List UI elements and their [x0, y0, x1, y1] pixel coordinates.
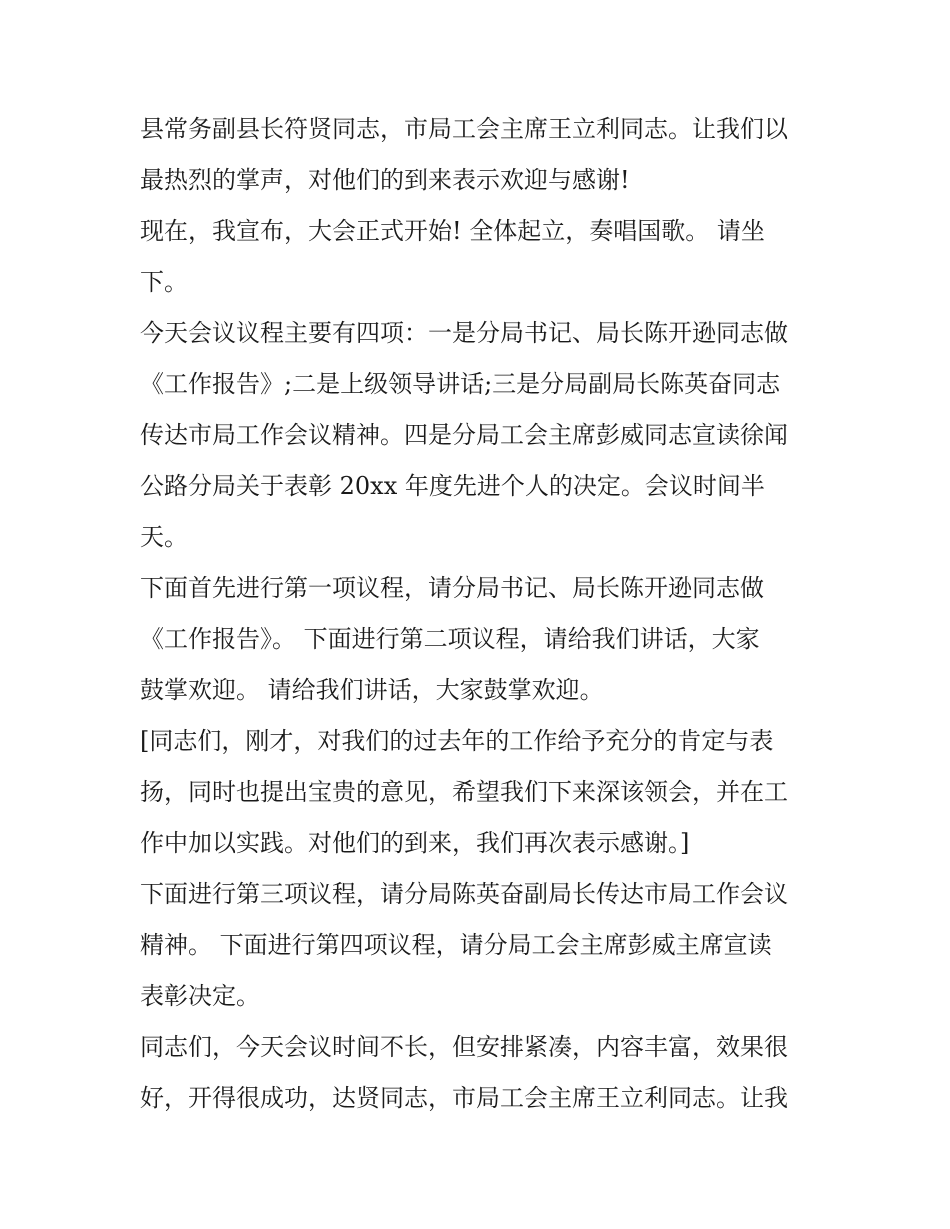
text-line: 表彰决定。	[140, 982, 260, 1010]
text-line: 今天会议议程主要有四项：一是分局书记、局长陈开逊同志做	[140, 319, 788, 347]
text-line: 现在，我宣布，大会正式开始! 全体起立，奏唱国歌。 请坐	[140, 217, 765, 245]
text-line: 《工作报告》。 下面进行第二项议程，请给我们讲话，大家	[140, 625, 760, 653]
text-line: 传达市局工作会议精神。四是分局工会主席彭威同志宣读徐闻	[140, 421, 788, 449]
text-line: 下面首先进行第一项议程，请分局书记、局长陈开逊同志做	[140, 574, 764, 602]
text-line: 精神。 下面进行第四项议程，请分局工会主席彭威主席宣读	[140, 931, 772, 959]
text-line: 天。	[140, 523, 188, 551]
text-line: 最热烈的掌声，对他们的到来表示欢迎与感谢!	[140, 166, 630, 194]
text-line: 公路分局关于表彰 20xx 年度先进个人的决定。会议时间半	[140, 472, 765, 500]
text-line: 下。	[140, 268, 188, 296]
text-line: 鼓掌欢迎。 请给我们讲话，大家鼓掌欢迎。	[140, 676, 604, 704]
text-line: 下面进行第三项议程，请分局陈英奋副局长传达市局工作会议	[140, 880, 788, 908]
document-body	[140, 104, 820, 1124]
text-line: 作中加以实践。对他们的到来，我们再次表示感谢。]	[140, 829, 690, 857]
text-line: 好，开得很成功，达贤同志，市局工会主席王立利同志。让我	[140, 1084, 788, 1112]
text-line: 《工作报告》;二是上级领导讲话;三是分局副局长陈英奋同志	[140, 370, 781, 398]
text-line: 县常务副县长符贤同志，市局工会主席王立利同志。让我们以	[140, 115, 788, 143]
text-line: 同志们，今天会议时间不长，但安排紧凑，内容丰富，效果很	[140, 1033, 788, 1061]
text-line: 扬，同时也提出宝贵的意见，希望我们下来深该领会，并在工	[140, 778, 788, 806]
text-line: [同志们，刚才，对我们的过去年的工作给予充分的肯定与表	[140, 727, 774, 755]
